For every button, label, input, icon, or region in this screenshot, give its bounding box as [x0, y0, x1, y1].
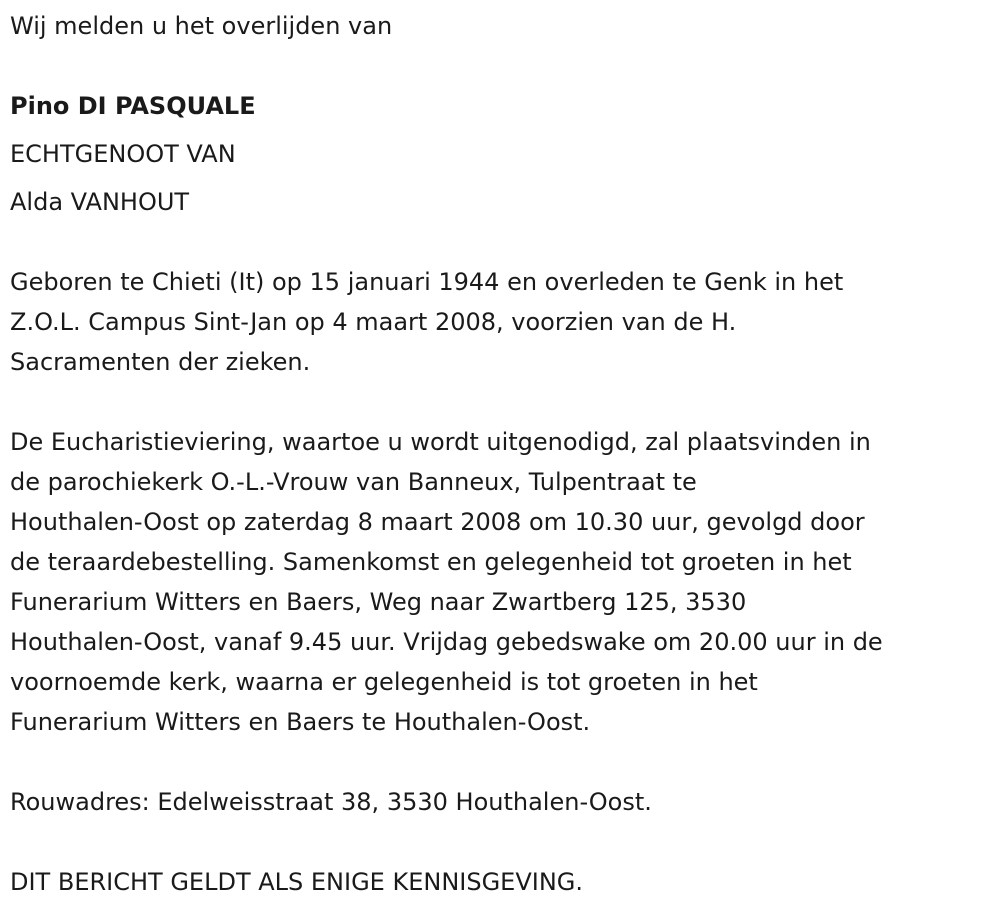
birth-line: Geboren te Chieti (It) op 15 januari 1944 en overleden te Genk in het [10, 268, 844, 296]
ceremony-line: Funerarium Witters en Baers te Houthalen-Oost. [10, 708, 591, 736]
deceased-name: Pino DI PASQUALE [10, 92, 256, 120]
relation-label: ECHTGENOOT VAN [10, 140, 236, 168]
ceremony-line: de teraardebestelling. Samenkomst en gelegenheid tot groeten in het [10, 548, 852, 576]
ceremony-line: Funerarium Witters en Baers, Weg naar Zwartberg 125, 3530 [10, 588, 747, 616]
birth-line: Z.O.L. Campus Sint-Jan op 4 maart 2008, voorzien van de H. [10, 308, 737, 336]
notice-statement: DIT BERICHT GELDT ALS ENIGE KENNISGEVING. [10, 868, 584, 896]
ceremony-line: Houthalen-Oost, vanaf 9.45 uur. Vrijdag gebedswake om 20.00 uur in de [10, 628, 883, 656]
birth-line: Sacramenten der zieken. [10, 348, 311, 376]
spouse-name: Alda VANHOUT [10, 188, 190, 216]
ceremony-line: Houthalen-Oost op zaterdag 8 maart 2008 om 10.30 uur, gevolgd door [10, 508, 865, 536]
birth-paragraph [10, 262, 990, 382]
intro-text: Wij melden u het overlijden van [10, 12, 393, 40]
ceremony-paragraph [10, 422, 990, 742]
mourning-address: Rouwadres: Edelweisstraat 38, 3530 Houthalen-Oost. [10, 788, 652, 816]
ceremony-line: de parochiekerk O.-L.-Vrouw van Banneux, Tulpentraat te [10, 468, 697, 496]
ceremony-line: voornoemde kerk, waarna er gelegenheid is tot groeten in het [10, 668, 758, 696]
ceremony-line: De Eucharistieviering, waartoe u wordt uitgenodigd, zal plaatsvinden in [10, 428, 871, 456]
